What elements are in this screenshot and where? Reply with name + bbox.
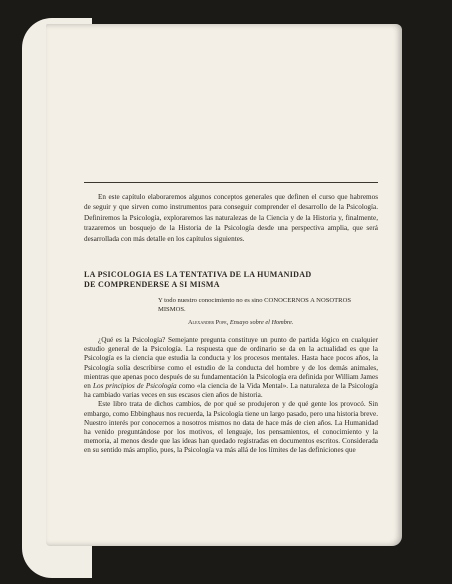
- epigraph-author: Alexander Pope,: [188, 319, 229, 326]
- body-p1-text-end: como «la ciencia de la Vida Mental». La naturaleza de la Psicología ha cambiado varias veces en sus escasos cien años de historia.: [84, 382, 378, 400]
- section-heading-line2: DE COMPRENDERSE A SI MISMA: [84, 280, 220, 289]
- epigraph-source: [188, 319, 378, 327]
- body-paragraph-2: Este libro trata de dichos cambios, de por qué se produjeron y de qué gente los provocó. Sin embargo, como Ebbinghaus nos recuerda, la Psicología tiene un largo pasado, pero una historia breve. Nuestro interés por conocernos a nosotros mismos no data de hace más de cien años. La Humanidad ha venido preguntándose por los motivos, el lenguaje, los pensamientos, el conocimiento y la memoria, al menos desde que las ideas han quedado registradas en documentos escritos. Considerada en su sentido más amplio, pues, la Psicología va más allá de los límites de las definiciones que: [84, 400, 378, 455]
- section-heading: [84, 270, 378, 290]
- chapter-rule: [84, 182, 378, 183]
- section-heading-line1: LA PSICOLOGIA ES LA TENTATIVA DE LA HUMANIDAD: [84, 270, 312, 279]
- body-p1-text: ¿Qué es la Psicología? Semejante pregunta constituye un punto de partida lógico en cualquier estudio general de la Psicología. La respuesta que de ordinario se da en la actualidad es que la Psicología es la ciencia que estudia la conducta y los procesos mentales. Hasta hace pocos años, la Psicología solía describirse como el estudio de la conducta del hombre y de los demás animales, mientras que apenas poco después de su fundamentación la Psicología era definida por William James en: [84, 336, 378, 391]
- epigraph-quote: Y todo nuestro conocimiento no es sino CONOCERNOS A NOSOTROS MISMOS.: [158, 297, 351, 313]
- body-text: [84, 336, 378, 456]
- chapter-intro: En este capítulo elaboraremos algunos conceptos generales que definen el curso que habremos de seguir y que sirven como instrumentos para conseguir comprender el desarrollo de la Psicología. Definiremos la Psicología, exploraremos las naturalezas de la Ciencia y de la Historia y, finalmente, trazaremos un bosquejo de la Historia de la Psicología desde una perspectiva amplia, que será desarrollada con más detalle en los capítulos siguientes.: [84, 193, 378, 243]
- book-title: Los principios de Psicología: [92, 382, 177, 391]
- body-paragraph-1: [84, 336, 378, 400]
- book-page: [46, 24, 402, 546]
- epigraph-work: Ensayo sobre el Hombre.: [229, 319, 294, 326]
